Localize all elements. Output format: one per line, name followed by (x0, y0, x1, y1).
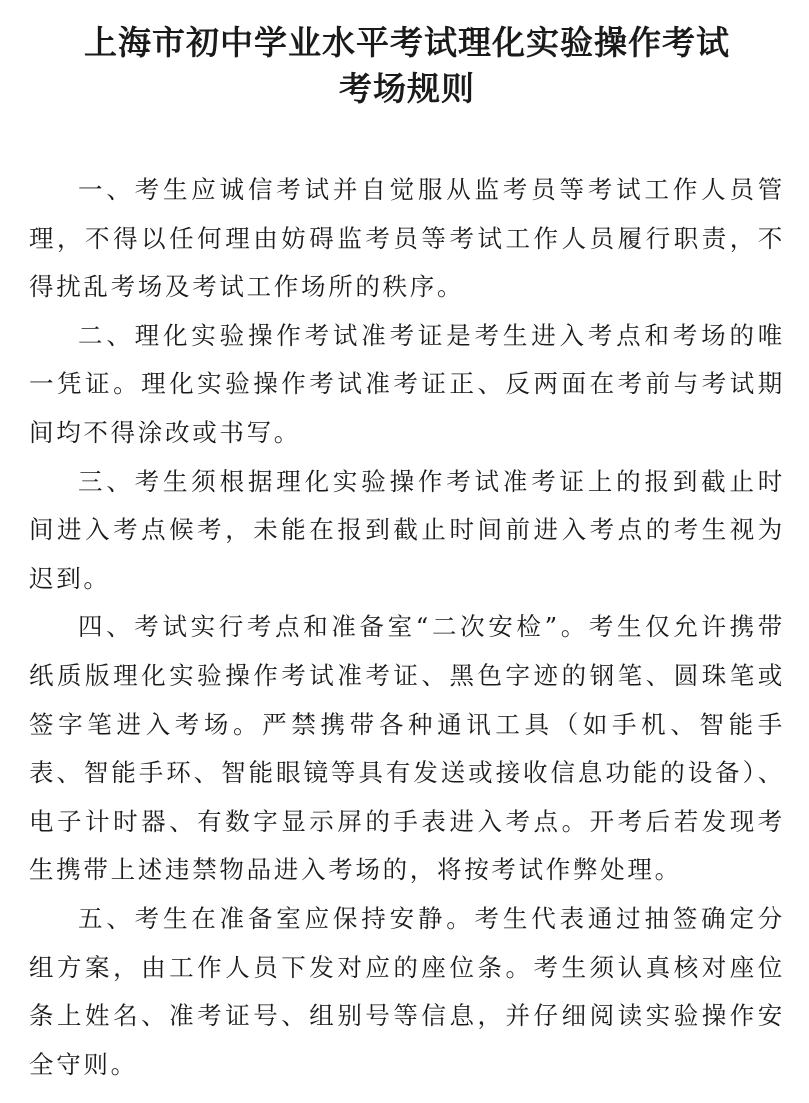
rule-paragraph-3: 三、考生须根据理化实验操作考试准考证上的报到截止时间进入考点候考，未能在报到截止时间前进入考点的考生视为迟到。 (29, 466, 785, 593)
rule-paragraph-2: 二、理化实验操作考试准考证是考生进入考点和考场的唯一凭证。理化实验操作考试准考证正、反两面在考前与考试期间均不得涂改或书写。 (29, 320, 785, 447)
document-body (29, 166, 785, 1089)
title-line-2: 考场规则 (339, 69, 475, 108)
rule-paragraph-4: 四、考试实行考点和准备室“二次安检”。考生仅允许携带纸质版理化实验操作考试准考证、黑色字迹的钢笔、圆珠笔或签字笔进入考场。严禁携带各种通讯工具（如手机、智能手表、智能手环、智能眼镜等具有发送或接收信息功能的设备）、电子计时器、有数字显示屏的手表进入考点。开考后若发现考生携带上述违禁物品进入考场的，将按考试作弊处理。 (29, 612, 785, 885)
document-title (29, 20, 785, 112)
rule-paragraph-5: 五、考生在准备室应保持安静。考生代表通过抽签确定分组方案，由工作人员下发对应的座位条。考生须认真核对座位条上姓名、准考证号、组别号等信息，并仔细阅读实验操作安全守则。 (29, 903, 785, 1079)
title-line-1: 上海市初中学业水平考试理化实验操作考试 (84, 23, 730, 62)
rule-paragraph-1: 一、考生应诚信考试并自觉服从监考员等考试工作人员管理，不得以任何理由妨碍监考员等考试工作人员履行职责，不得扰乱考场及考试工作场所的秩序。 (29, 175, 785, 302)
